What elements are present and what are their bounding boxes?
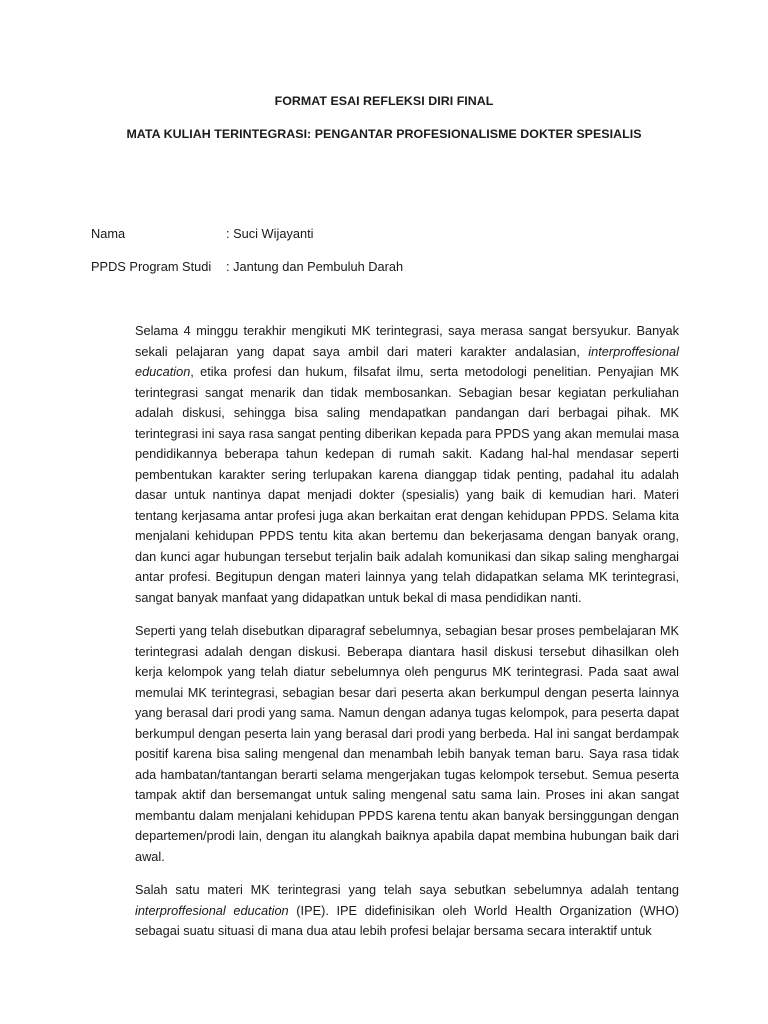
paragraph-text: Salah satu materi MK terintegrasi yang telah saya sebutkan sebelumnya adalah tentang	[135, 882, 679, 897]
essay-body	[135, 321, 679, 955]
field-label: PPDS Program Studi	[91, 259, 212, 274]
paragraph-text: (IPE). IPE didefinisikan oleh World Health Organization (WHO) sebagai suatu situasi di mana dua atau lebih profesi belajar bersama secara interaktif untuk	[135, 902, 679, 938]
paragraph-text: , etika profesi dan hukum, filsafat ilmu, serta metodologi penelitian. Penyajian MK terintegrasi sangat menarik dan tidak membosankan. Sebagian besar kegiatan perkuliahan adalah diskusi, sehingga bisa saling mendapatkan pandangan dari berbagai pihak. MK terintegrasi ini saya rasa sangat penting diberikan kepada para PPDS yang akan memulai masa pendidikannya beberapa tahun kedepan di rumah sakit. Kadang hal-hal mendasar seperti pembentukan karakter sering terlupakan karena dianggap tidak penting, padahal itu adalah dasar untuk nantinya dapat menjadi dokter (spesialis) yang baik di kemudian hari. Materi tentang kerjasama antar profesi juga akan berkaitan erat dengan kehidupan PPDS. Selama kita menjalani kehidupan PPDS tentu kita akan bertemu dan bekerjasama dengan banyak orang, dan kunci agar hubungan tersebut terjalin baik adalah komunikasi dan sikap saling menghargai antar profesi. Begitupun dengan materi lainnya yang telah didapatkan selama MK terintegrasi, sangat banyak manfaat yang didapatkan untuk bekal di masa pendidikan nanti.	[135, 364, 679, 605]
italic-term: interproffesional education	[135, 902, 289, 918]
field-value: : Suci Wijayanti	[226, 226, 314, 241]
paragraph-text: Seperti yang telah disebutkan diparagraf sebelumnya, sebagian besar proses pembelajaran MK terintegrasi adalah dengan diskusi. Beberapa diantara hasil diskusi tersebut dihasilkan oleh kerja kelompok yang telah diatur sebelumnya oleh pengurus MK terintegrasi. Pada saat awal memulai MK terintegrasi, sebagian besar dari peserta akan berkumpul dengan peserta lainnya yang berasal dari prodi yang sama. Namun dengan adanya tugas kelompok, para peserta dapat berkumpul dengan peserta lain yang berasal dari prodi yang berbeda. Hal ini sangat berdampak positif karena bisa saling mengenal dan menambah lebih banyak teman baru. Saya rasa tidak ada hambatan/tantangan berarti selama mengerjakan tugas kelompok tersebut. Semua peserta tampak aktif dan bersemangat untuk saling mengenal satu sama lain. Proses ini akan sangat membantu dalam menjalani kehidupan PPDS karena tentu akan banyak bersinggungan dengan departemen/prodi lain, dengan itu alangkah baiknya apabila dapat membina hubungan baik dari awal.	[135, 623, 679, 864]
paragraph-1	[135, 321, 679, 608]
document-subtitle: MATA KULIAH TERINTEGRASI: PENGANTAR PROFESIONALISME DOKTER SPESIALIS	[126, 127, 642, 141]
italic-term: interproffesional education	[135, 343, 679, 379]
field-value: : Jantung dan Pembuluh Darah	[226, 259, 404, 274]
document-title: FORMAT ESAI REFLEKSI DIRI FINAL	[274, 94, 494, 108]
paragraph-3	[135, 880, 679, 942]
paragraph-2	[135, 621, 679, 867]
field-label: Nama	[91, 226, 126, 241]
paragraph-text: Selama 4 minggu terakhir mengikuti MK terintegrasi, saya merasa sangat bersyukur. Banyak sekali pelajaran yang dapat saya ambil dari materi karakter andalasian,	[135, 323, 679, 359]
